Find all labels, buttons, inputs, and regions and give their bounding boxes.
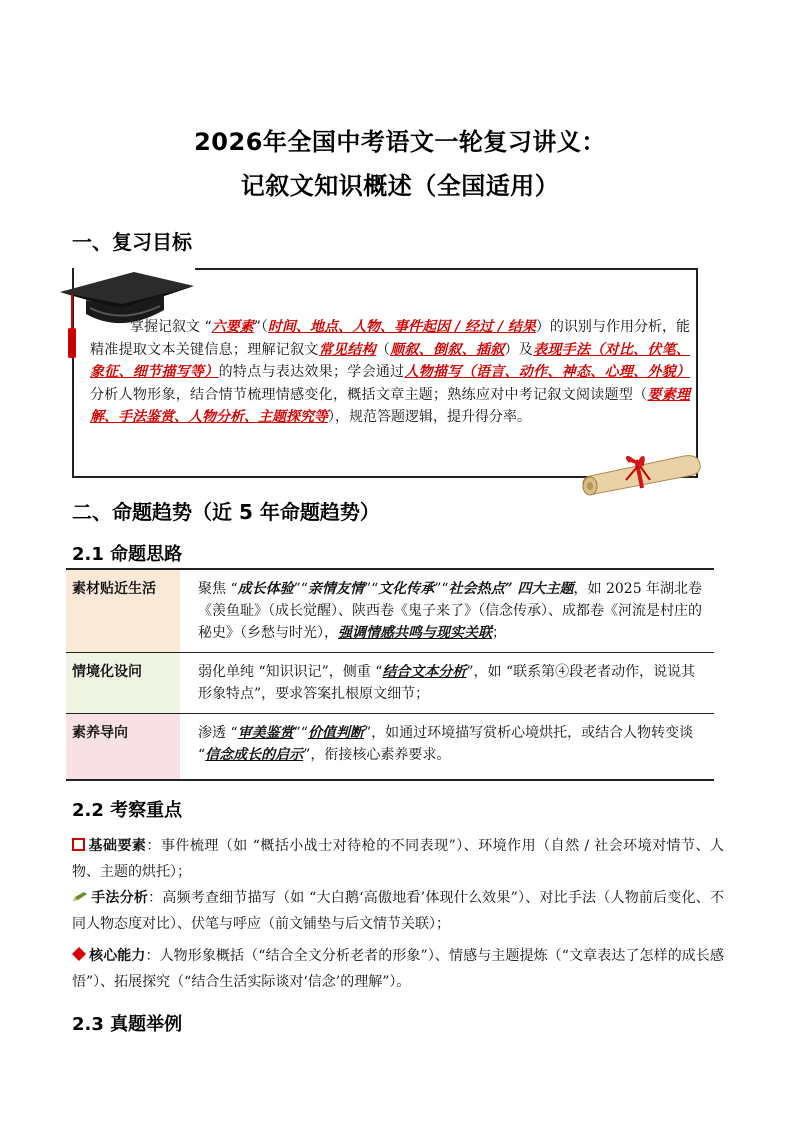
subheading-2-2: 2.2 考察重点 (72, 800, 183, 821)
point-technique: 手法分析：高频考查细节描写（如 “大白鹅‘高傲地看’体现什么效果”）、对比手法（人物前后变化、不同人物态度对比）、伏笔与呼应（前文铺垫与后文情节关联）； (72, 886, 724, 937)
row-content: 渗透 “审美鉴赏”“价值判断”，如通过环境描写赏析心境烘托，或结合人物转变谈 “信念成长的启示”，衔接核心素养要求。 (198, 725, 694, 763)
point-basic: 基础要素：事件梳理（如 “概括小战士对待枪的不同表现”）、环境作用（自然 / 社会环境对情节、人物、主题的烘托）； (72, 834, 724, 885)
row-label: 情境化设问 (66, 653, 180, 714)
pencil-icon (72, 887, 88, 912)
checkbox-icon (72, 835, 85, 860)
row-label: 素材贴近生活 (66, 569, 180, 653)
subheading-2-1: 2.1 命题思路 (72, 544, 183, 565)
section1-heading: 一、复习目标 (72, 230, 192, 254)
objectives-text: 掌握记叙文 “六要素”（时间、地点、人物、事件起因 / 经过 / 结果）的识别与作用分析，能精准提取文本关键信息；理解记叙文常见结构（顺叙、倒叙、插叙）及表现手法（对比、伏笔、象征、细节描写等）的特点与表达效果；学会通过人物描写（语言、动作、神态、心理、外貌）分析人物形象，结合情节梳理情感变化，概括文章主题；熟练应对中考记叙文阅读题型（要素理解、手法鉴赏、人物分析、主题探究等），规范答题逻辑，提升得分率。 (90, 319, 691, 425)
diploma-scroll-icon (580, 446, 704, 498)
subheading-2-3: 2.3 真题举例 (72, 1014, 183, 1035)
row-label: 素养导向 (66, 714, 180, 780)
doc-title-line2: 记叙文知识概述（全国适用） (240, 172, 560, 200)
table-row (66, 653, 714, 714)
point-core: 核心能力：人物形象概括（“结合全文分析老者的形象”）、情感与主题提炼（“文章表达了怎样的成长感悟”）、拓展探究（“结合生活实际谈对‘信念’的理解”）。 (72, 944, 724, 995)
objectives-box-top-border (195, 268, 698, 270)
doc-title-line1: 2026年全国中考语文一轮复习讲义： (194, 128, 606, 156)
row-content: 聚焦 “成长体验”“亲情友情”“文化传承”“社会热点” 四大主题，如 2025 年湖北卷《羡鱼耻》（成长觉醒）、陕西卷《鬼子来了》（信念传承）、成都卷《河流是村庄的秘史》（乡愁与时光），强调情感共鸣与现实关联； (198, 581, 703, 641)
table-row (66, 714, 714, 780)
row-content: 弱化单纯 “知识识记”，侧重 “结合文本分析”，如 “联系第④段老者动作，说说其形象特点”，要求答案扎根原文细节； (198, 664, 696, 702)
section2-heading: 二、命题趋势（近 5 年命题趋势） (72, 500, 380, 524)
diamond-icon (72, 945, 86, 970)
trend-table (66, 568, 714, 781)
table-row (66, 569, 714, 653)
